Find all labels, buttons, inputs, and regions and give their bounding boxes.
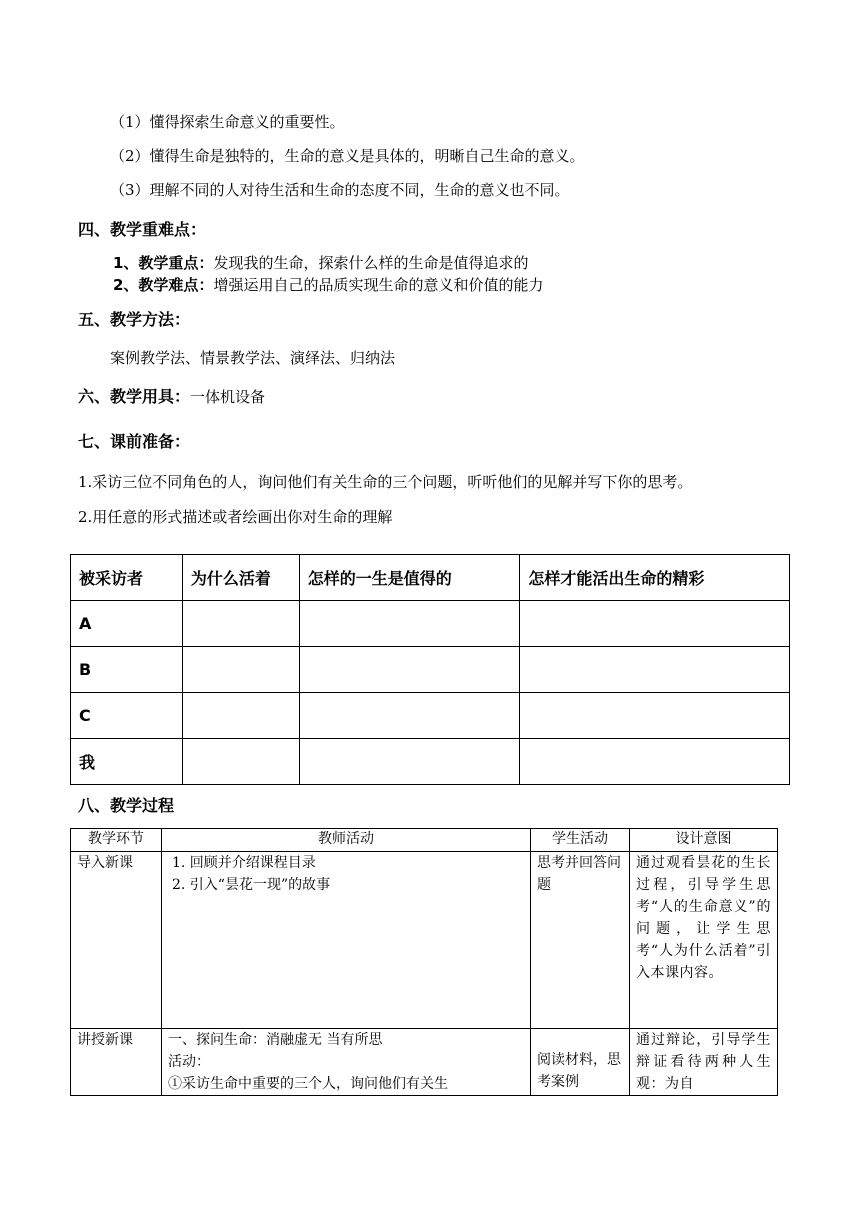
teaching-methods: 案例教学法、情景教学法、演绎法、归纳法 [110, 349, 396, 367]
empty-cell[interactable] [299, 647, 520, 693]
row-label: 我 [71, 739, 183, 785]
teacher-activity-cell [162, 852, 531, 1029]
table-row [71, 601, 790, 647]
difficult-point-text: 增强运用自己的品质实现生命的意义和价值的能力 [213, 276, 544, 294]
empty-cell[interactable] [182, 693, 299, 739]
row-label: A [71, 601, 183, 647]
empty-cell[interactable] [182, 739, 299, 785]
teacher-activity-cell [162, 1029, 531, 1096]
teacher-activity-line: ①采访生命中重要的三个人，询问他们有关生 [168, 1076, 448, 1092]
header-stage: 教学环节 [71, 829, 162, 852]
table-row [71, 647, 790, 693]
header-worthy-life: 怎样的一生是值得的 [299, 555, 520, 601]
table-row [71, 829, 778, 852]
empty-cell[interactable] [520, 647, 790, 693]
objective-1: （1）懂得探索生命意义的重要性。 [110, 113, 345, 131]
teacher-activity-line: 1. 回顾并介绍课程目录 [172, 855, 316, 871]
key-point-item [113, 253, 528, 273]
header-interviewee: 被采访者 [71, 555, 183, 601]
empty-cell[interactable] [182, 601, 299, 647]
teacher-activity-line: 一、探问生命：消融虚无 当有所思 [168, 1032, 383, 1048]
preparation-1: 1.采访三位不同角色的人，询问他们有关生命的三个问题，听听他们的见解并写下你的思考。 [78, 473, 693, 491]
student-activity-cell: 思考并回答问题 [531, 852, 630, 1029]
key-point-label: 1、教学重点： [113, 254, 214, 272]
empty-cell[interactable] [299, 601, 520, 647]
section7-title: 七、课前准备： [78, 432, 191, 451]
header-why-live: 为什么活着 [182, 555, 299, 601]
section8-title: 八、教学过程 [78, 796, 175, 815]
difficult-point-item [113, 275, 543, 295]
section6-heading [78, 387, 265, 407]
process-table [70, 828, 778, 1096]
teacher-activity-line: 2. 引入“昙花一现”的故事 [172, 877, 331, 893]
objective-2: （2）懂得生命是独特的，生命的意义是具体的，明晰自己生命的意义。 [110, 147, 585, 165]
empty-cell[interactable] [299, 693, 520, 739]
design-intent-cell: 通过辩论，引导学生辩证看待两种人生观：为自 [630, 1029, 778, 1096]
empty-cell[interactable] [520, 601, 790, 647]
key-point-text: 发现我的生命，探索什么样的生命是值得追求的 [213, 254, 529, 272]
difficult-point-label: 2、教学难点： [113, 276, 214, 294]
teacher-activity-line: 活动： [168, 1054, 210, 1070]
header-wonderful-life: 怎样才能活出生命的精彩 [520, 555, 790, 601]
empty-cell[interactable] [182, 647, 299, 693]
teaching-tools: 一体机设备 [190, 388, 266, 406]
objective-3: （3）理解不同的人对待生活和生命的态度不同，生命的意义也不同。 [110, 181, 570, 199]
header-student-activity: 学生活动 [531, 829, 630, 852]
header-teacher-activity: 教师活动 [162, 829, 531, 852]
row-label: B [71, 647, 183, 693]
empty-cell[interactable] [299, 739, 520, 785]
row-label: C [71, 693, 183, 739]
section4-title: 四、教学重难点： [78, 220, 207, 239]
stage-cell: 讲授新课 [71, 1029, 162, 1096]
header-design-intent: 设计意图 [630, 829, 778, 852]
table-row [71, 852, 778, 1029]
section5-title: 五、教学方法： [78, 310, 191, 329]
table-row [71, 555, 790, 601]
empty-cell[interactable] [520, 739, 790, 785]
section6-title: 六、教学用具： [78, 387, 191, 406]
table-row [71, 739, 790, 785]
stage-cell: 导入新课 [71, 852, 162, 1029]
preparation-2: 2.用任意的形式描述或者绘画出你对生命的理解 [78, 508, 393, 526]
empty-cell[interactable] [520, 693, 790, 739]
interview-table [70, 554, 790, 785]
table-row [71, 693, 790, 739]
table-row [71, 1029, 778, 1096]
student-activity-cell: 阅读材料，思考案例 [531, 1029, 630, 1096]
design-intent-cell: 通过观看昙花的生长过程，引导学生思考“人的生命意义”的问题，让学生思考“人为什么活着”引入本课内容。 [630, 852, 778, 1029]
